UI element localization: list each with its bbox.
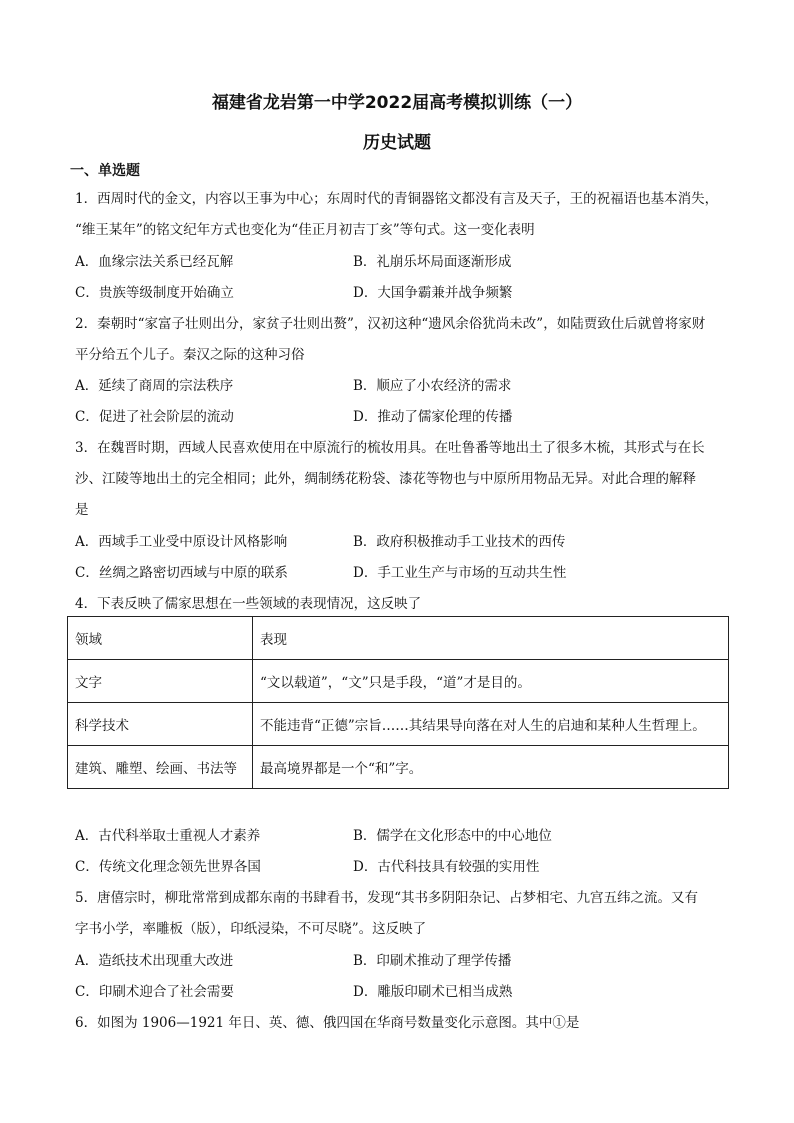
exam-title: 福建省龙岩第一中学2022届高考模拟训练（一） [211, 93, 583, 113]
question-1-option-c: C．贵族等级制度开始确立 [75, 285, 234, 301]
question-1-option-a: A．血缘宗法关系已经瓦解 [75, 254, 234, 270]
table-row [68, 746, 729, 789]
table-cell: “文以载道”，“文”只是手段，“道”才是目的。 [253, 660, 729, 703]
question-5-option-d: D．雕版印刷术已相当成熟 [353, 984, 513, 1000]
table-cell: 最高境界都是一个“和”字。 [253, 746, 729, 789]
question-2-option-c: C．促进了社会阶层的流动 [75, 409, 234, 425]
question-4-line-1: 4．下表反映了儒家思想在一些领域的表现情况，这反映了 [75, 596, 422, 612]
question-5-line-1: 5．唐僖宗时，柳玭常常到成都东南的书肆看书，发现“其书多阴阳杂记、占梦相宅、九宫五纬之流。又有 [75, 890, 698, 906]
table-cell: 不能违背“正德”宗旨……其结果导向落在对人生的启迪和某种人生哲理上。 [253, 703, 729, 746]
question-2-option-b: B．顺应了小农经济的需求 [353, 378, 512, 394]
table-header-cell: 领域 [68, 617, 253, 660]
question-2-option-a: A．延续了商周的宗法秩序 [75, 378, 234, 394]
exam-subtitle: 历史试题 [363, 133, 431, 153]
table-header-cell: 表现 [253, 617, 729, 660]
section-heading: 一、单选题 [70, 163, 140, 179]
question-1-option-d: D．大国争霸兼并战争频繁 [353, 285, 513, 301]
table-header-row [68, 617, 729, 660]
question-4-option-b: B．儒学在文化形态中的中心地位 [353, 828, 552, 844]
question-5-option-c: C．印刷术迎合了社会需要 [75, 984, 234, 1000]
question-3-option-d: D．手工业生产与市场的互动共生性 [353, 565, 567, 581]
question-4-option-d: D．古代科技具有较强的实用性 [353, 859, 540, 875]
question-3-option-c: C．丝绸之路密切西域与中原的联系 [75, 565, 288, 581]
question-4-option-a: A．古代科举取士重视人才素养 [75, 828, 261, 844]
table-cell: 建筑、雕塑、绘画、书法等 [68, 746, 253, 789]
question-3-option-a: A．西域手工业受中原设计风格影响 [75, 534, 288, 550]
table-row [68, 660, 729, 703]
question-2-line-1: 2．秦朝时“家富子壮则出分，家贫子壮则出赘”，汉初这种“遗风余俗犹尚未改”，如陆贾致仕后就曾将家财 [75, 316, 706, 332]
question-3-line-1: 3．在魏晋时期，西域人民喜欢使用在中原流行的梳妆用具。在吐鲁番等地出土了很多木梳，其形式与在长 [75, 440, 705, 456]
question-3-line-3: 是 [75, 502, 89, 518]
table-cell: 科学技术 [68, 703, 253, 746]
question-1-option-b: B．礼崩乐坏局面逐渐形成 [353, 254, 512, 270]
table-row [68, 703, 729, 746]
question-5-line-2: 字书小学，率雕板（版），印纸浸染，不可尽晓”。这反映了 [75, 921, 427, 937]
question-3-option-b: B．政府积极推动手工业技术的西传 [353, 534, 566, 550]
question-4-option-c: C．传统文化理念领先世界各国 [75, 859, 261, 875]
question-5-option-a: A．造纸技术出现重大改进 [75, 953, 234, 969]
question-6-line-1: 6．如图为 1906—1921 年日、英、德、俄四国在华商号数量变化示意图。其中①是 [75, 1015, 580, 1031]
question-2-line-2: 平分给五个儿子。秦汉之际的这种习俗 [75, 347, 305, 363]
question-1-line-2: “维王某年”的铭文纪年方式也变化为“佳正月初吉丁亥”等句式。这一变化表明 [75, 222, 535, 238]
question-5-option-b: B．印刷术推动了理学传播 [353, 953, 512, 969]
question-1-line-1: 1．西周时代的金文，内容以王事为中心；东周时代的青铜器铭文都没有言及天子，王的祝福语也基本消失， [75, 191, 719, 207]
question-2-option-d: D．推动了儒家伦理的传播 [353, 409, 513, 425]
question-3-line-2: 沙、江陵等地出土的完全相同；此外，绸制绣花粉袋、漆花等物也与中原所用物品无异。对此合理的解释 [75, 471, 696, 487]
table-cell: 文字 [68, 660, 253, 703]
question-4-table [67, 616, 729, 789]
